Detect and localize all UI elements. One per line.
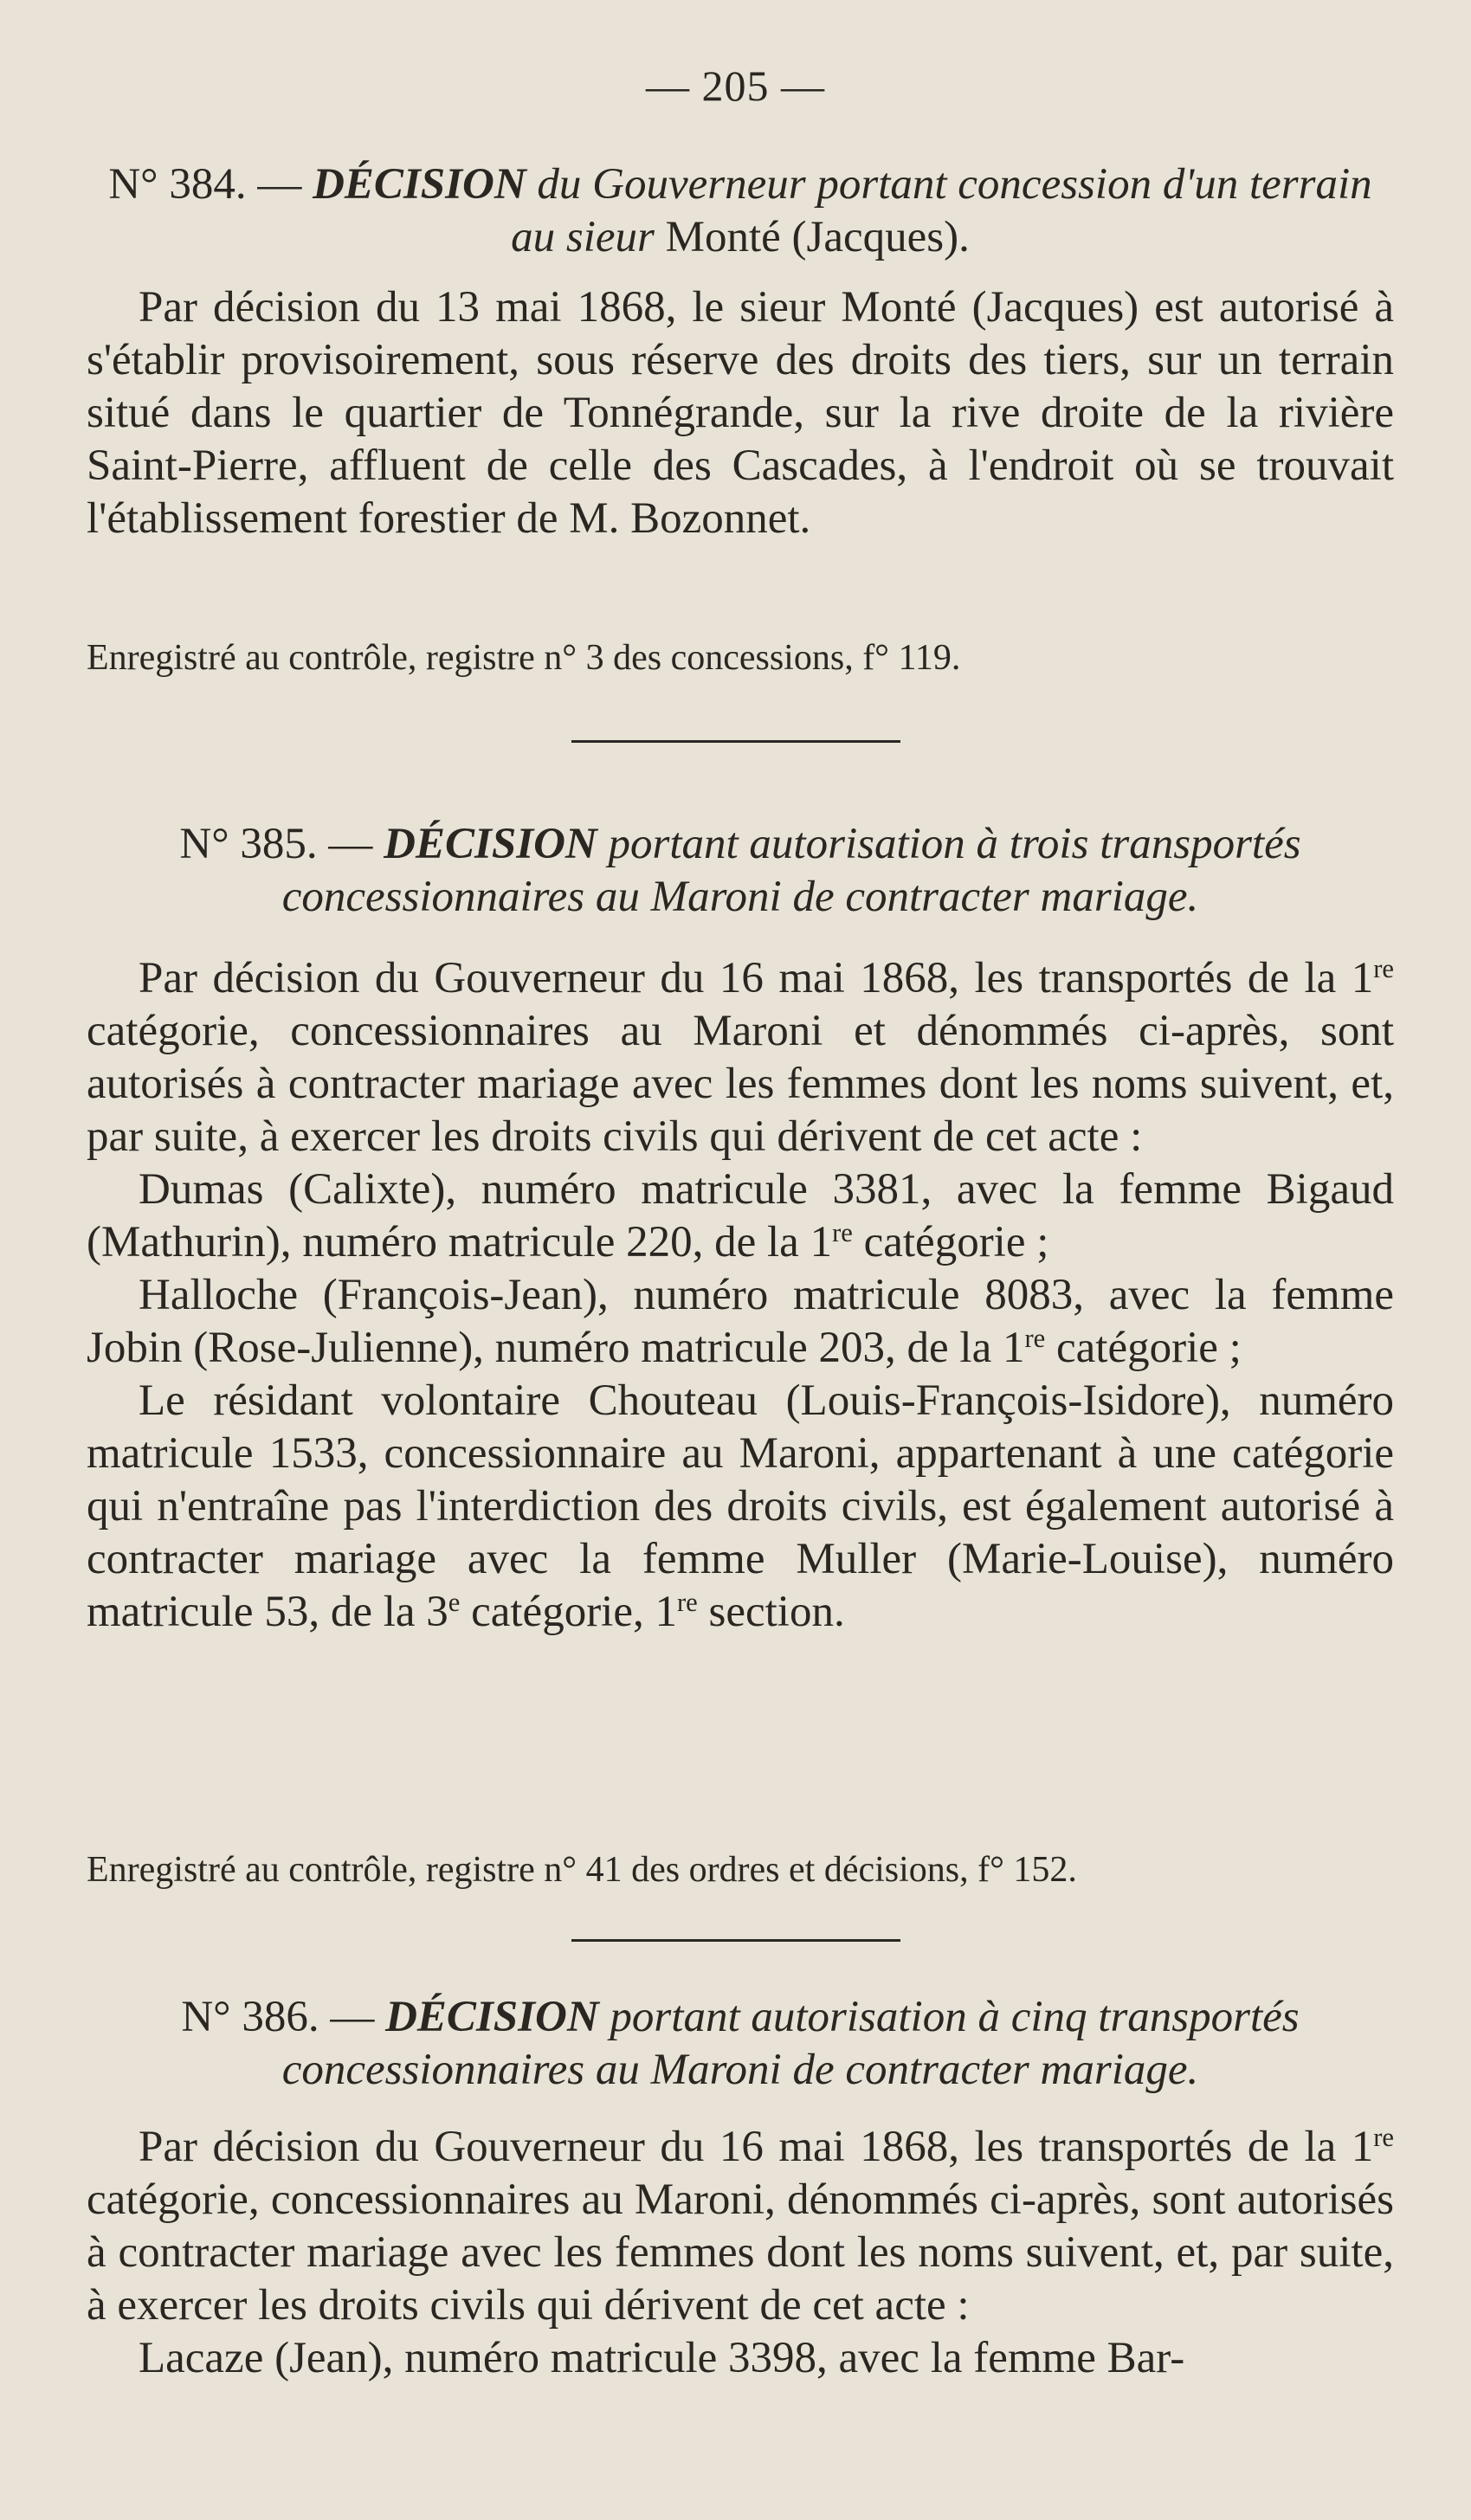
section-title-name: Monté (Jacques). <box>665 213 970 261</box>
section-385-body <box>87 952 1394 1639</box>
section-number: N° 385. — <box>179 820 373 868</box>
paragraph: Lacaze (Jean), numéro matricule 3398, avec la femme Bar- <box>139 2334 1185 2382</box>
section-title: portant autorisation à cinq transportés concessionnaires au Maroni de contracter mariage. <box>281 1993 1300 2094</box>
page-number: — 205 — <box>646 61 825 110</box>
section-divider <box>571 740 900 743</box>
section-384-body <box>87 281 1394 545</box>
decision-keyword: DÉCISION <box>384 820 597 868</box>
registration-note: Enregistré au contrôle, registre n° 3 des concessions, f° 119. <box>87 638 961 678</box>
decision-keyword: DÉCISION <box>385 1993 599 2041</box>
section-title: portant autorisation à trois transportés concessionnaires au Maroni de contracter mariage. <box>281 820 1301 921</box>
section-number: N° 386. — <box>181 1993 375 2041</box>
section-385-heading <box>87 818 1394 924</box>
paragraph: Par décision du Gouverneur du 16 mai 1868, les transportés de la 1re catégorie, concessionnaires au Maroni et dénommés ci-après, sont autorisés à contracter mariage avec les femmes dont les noms suivent, et, par suite, à exercer les droits civils qui dérivent de cet acte : <box>87 954 1394 1161</box>
registration-note: Enregistré au contrôle, registre n° 41 des ordres et décisions, f° 152. <box>87 1850 1077 1890</box>
paragraph: Halloche (François-Jean), numéro matricule 8083, avec la femme Jobin (Rose-Julienne), numéro matricule 203, de la 1re catégorie ; <box>87 1271 1394 1372</box>
section-386-body <box>87 2121 1394 2385</box>
section-divider <box>571 1939 900 1942</box>
section-384-heading <box>87 158 1394 264</box>
paragraph: Par décision du Gouverneur du 16 mai 1868, les transportés de la 1re catégorie, concessionnaires au Maroni, dénommés ci-après, sont autorisés à contracter mariage avec les femmes dont les noms suivent, et, par suite, à exercer les droits civils qui dérivent de cet acte : <box>87 2123 1394 2330</box>
section-title: du Gouverneur portant concession d'un terrain au sieur <box>511 160 1372 261</box>
section-number: N° 384. — <box>108 160 302 209</box>
paragraph: Dumas (Calixte), numéro matricule 3381, avec la femme Bigaud (Mathurin), numéro matricule 220, de la 1re catégorie ; <box>87 1165 1394 1266</box>
paragraph: Le résidant volontaire Chouteau (Louis-François-Isidore), numéro matricule 1533, concessionnaire au Maroni, appartenant à une catégorie qui n'entraîne pas l'interdiction des droits civils, est également autorisé à contracter mariage avec la femme Muller (Marie-Louise), numéro matricule 53, de la 3e catégorie, 1re section. <box>87 1376 1394 1636</box>
decision-keyword: DÉCISION <box>313 160 526 209</box>
paragraph: Par décision du 13 mai 1868, le sieur Monté (Jacques) est autorisé à s'établir provisoirement, sous réserve des droits des tiers, sur un terrain situé dans le quartier de Tonnégrande, sur la rive droite de la rivière Saint-Pierre, affluent de celle des Cascades, à l'endroit où se trouvait l'établissement forestier de M. Bozonnet. <box>87 283 1394 543</box>
section-386-heading <box>87 1991 1394 2097</box>
